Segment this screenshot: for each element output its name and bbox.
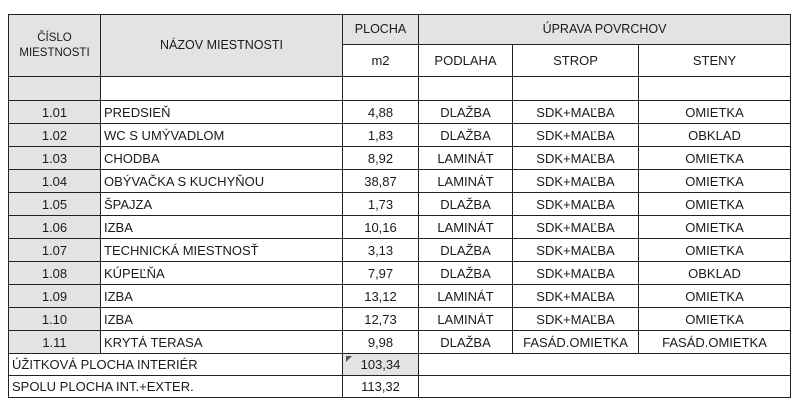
room-floor-cell: LAMINÁT xyxy=(419,285,513,308)
interior-total-blank xyxy=(419,354,791,376)
spacer-cell xyxy=(639,77,791,101)
room-area-cell: 4,88 xyxy=(343,101,419,124)
header-room-number-line1: ČÍSLO xyxy=(37,32,72,45)
header-walls: STENY xyxy=(639,45,791,77)
room-name-cell: KÚPEĽŇA xyxy=(101,262,343,285)
spacer-cell xyxy=(419,77,513,101)
table-row xyxy=(9,285,791,308)
spacer-cell xyxy=(513,77,639,101)
grand-total-blank xyxy=(419,376,791,398)
room-number-cell: 1.11 xyxy=(9,331,101,354)
header-room-number xyxy=(9,15,101,77)
room-walls-cell: OMIETKA xyxy=(639,101,791,124)
header-area-unit: m2 xyxy=(343,45,419,77)
room-ceiling-cell: SDK+MAĽBA xyxy=(513,170,639,193)
room-area-cell: 8,92 xyxy=(343,147,419,170)
room-area-cell: 10,16 xyxy=(343,216,419,239)
interior-total-label: ÚŽITKOVÁ PLOCHA INTERIÉR xyxy=(9,354,343,376)
room-number-cell: 1.03 xyxy=(9,147,101,170)
room-ceiling-cell: SDK+MAĽBA xyxy=(513,147,639,170)
room-area-cell: 3,13 xyxy=(343,239,419,262)
room-area-cell: 38,87 xyxy=(343,170,419,193)
room-floor-cell: LAMINÁT xyxy=(419,216,513,239)
room-number-cell: 1.08 xyxy=(9,262,101,285)
room-name-cell: ŠPAJZA xyxy=(101,193,343,216)
room-area-cell: 9,98 xyxy=(343,331,419,354)
room-walls-cell: OMIETKA xyxy=(639,147,791,170)
room-area-cell: 7,97 xyxy=(343,262,419,285)
header-area: PLOCHA xyxy=(343,15,419,45)
table-row xyxy=(9,147,791,170)
room-number-cell: 1.06 xyxy=(9,216,101,239)
header-row-1 xyxy=(9,15,791,45)
room-name-cell: PREDSIEŇ xyxy=(101,101,343,124)
room-floor-cell: DLAŽBA xyxy=(419,193,513,216)
room-floor-cell: DLAŽBA xyxy=(419,124,513,147)
room-floor-cell: DLAŽBA xyxy=(419,331,513,354)
table-row xyxy=(9,216,791,239)
room-walls-cell: FASÁD.OMIETKA xyxy=(639,331,791,354)
room-area-cell: 12,73 xyxy=(343,308,419,331)
room-floor-cell: LAMINÁT xyxy=(419,147,513,170)
header-room-name: NÁZOV MIESTNOSTI xyxy=(101,15,343,77)
table-row xyxy=(9,193,791,216)
room-ceiling-cell: SDK+MAĽBA xyxy=(513,101,639,124)
room-walls-cell: OMIETKA xyxy=(639,170,791,193)
header-ceiling: STROP xyxy=(513,45,639,77)
table-row xyxy=(9,101,791,124)
room-ceiling-cell: SDK+MAĽBA xyxy=(513,239,639,262)
grand-total-row xyxy=(9,376,791,398)
room-rows xyxy=(9,101,791,354)
room-floor-cell: DLAŽBA xyxy=(419,262,513,285)
table-row xyxy=(9,239,791,262)
cell-corner-marker xyxy=(346,356,352,362)
room-ceiling-cell: SDK+MAĽBA xyxy=(513,193,639,216)
room-floor-cell: DLAŽBA xyxy=(419,101,513,124)
room-number-cell: 1.10 xyxy=(9,308,101,331)
room-ceiling-cell: SDK+MAĽBA xyxy=(513,216,639,239)
room-walls-cell: OMIETKA xyxy=(639,308,791,331)
header-surface-finish: ÚPRAVA POVRCHOV xyxy=(419,15,791,45)
header-room-number-line2: MIESTNOSTI xyxy=(19,46,90,59)
spacer-cell xyxy=(343,77,419,101)
room-floor-cell: LAMINÁT xyxy=(419,170,513,193)
room-name-cell: KRYTÁ TERASA xyxy=(101,331,343,354)
grand-total-label: SPOLU PLOCHA INT.+EXTER. xyxy=(9,376,343,398)
table-row xyxy=(9,124,791,147)
room-name-cell: CHODBA xyxy=(101,147,343,170)
room-walls-cell: OMIETKA xyxy=(639,239,791,262)
room-number-cell: 1.09 xyxy=(9,285,101,308)
room-area-cell: 1,73 xyxy=(343,193,419,216)
room-walls-cell: OMIETKA xyxy=(639,285,791,308)
room-name-cell: OBÝVAČKA S KUCHYŇOU xyxy=(101,170,343,193)
table-row xyxy=(9,262,791,285)
spacer-cell xyxy=(9,77,101,101)
room-name-cell: IZBA xyxy=(101,216,343,239)
room-ceiling-cell: SDK+MAĽBA xyxy=(513,262,639,285)
room-ceiling-cell: FASÁD.OMIETKA xyxy=(513,331,639,354)
room-schedule-table xyxy=(8,14,791,398)
room-ceiling-cell: SDK+MAĽBA xyxy=(513,285,639,308)
interior-total-row xyxy=(9,354,791,376)
room-number-cell: 1.02 xyxy=(9,124,101,147)
table-row xyxy=(9,331,791,354)
room-walls-cell: OBKLAD xyxy=(639,262,791,285)
room-name-cell: WC S UMÝVADLOM xyxy=(101,124,343,147)
grand-total-value: 113,32 xyxy=(343,376,419,398)
spacer-row xyxy=(9,77,791,101)
room-number-cell: 1.04 xyxy=(9,170,101,193)
table-row xyxy=(9,308,791,331)
room-walls-cell: OBKLAD xyxy=(639,124,791,147)
header-floor: PODLAHA xyxy=(419,45,513,77)
room-name-cell: TECHNICKÁ MIESTNOSŤ xyxy=(101,239,343,262)
room-ceiling-cell: SDK+MAĽBA xyxy=(513,124,639,147)
room-walls-cell: OMIETKA xyxy=(639,193,791,216)
room-number-cell: 1.05 xyxy=(9,193,101,216)
room-area-cell: 1,83 xyxy=(343,124,419,147)
room-number-cell: 1.01 xyxy=(9,101,101,124)
room-floor-cell: LAMINÁT xyxy=(419,308,513,331)
room-area-cell: 13,12 xyxy=(343,285,419,308)
table-row xyxy=(9,170,791,193)
room-number-cell: 1.07 xyxy=(9,239,101,262)
room-floor-cell: DLAŽBA xyxy=(419,239,513,262)
room-walls-cell: OMIETKA xyxy=(639,216,791,239)
room-name-cell: IZBA xyxy=(101,285,343,308)
spacer-cell xyxy=(101,77,343,101)
room-name-cell: IZBA xyxy=(101,308,343,331)
interior-total-value: 103,34 xyxy=(343,354,419,376)
room-ceiling-cell: SDK+MAĽBA xyxy=(513,308,639,331)
